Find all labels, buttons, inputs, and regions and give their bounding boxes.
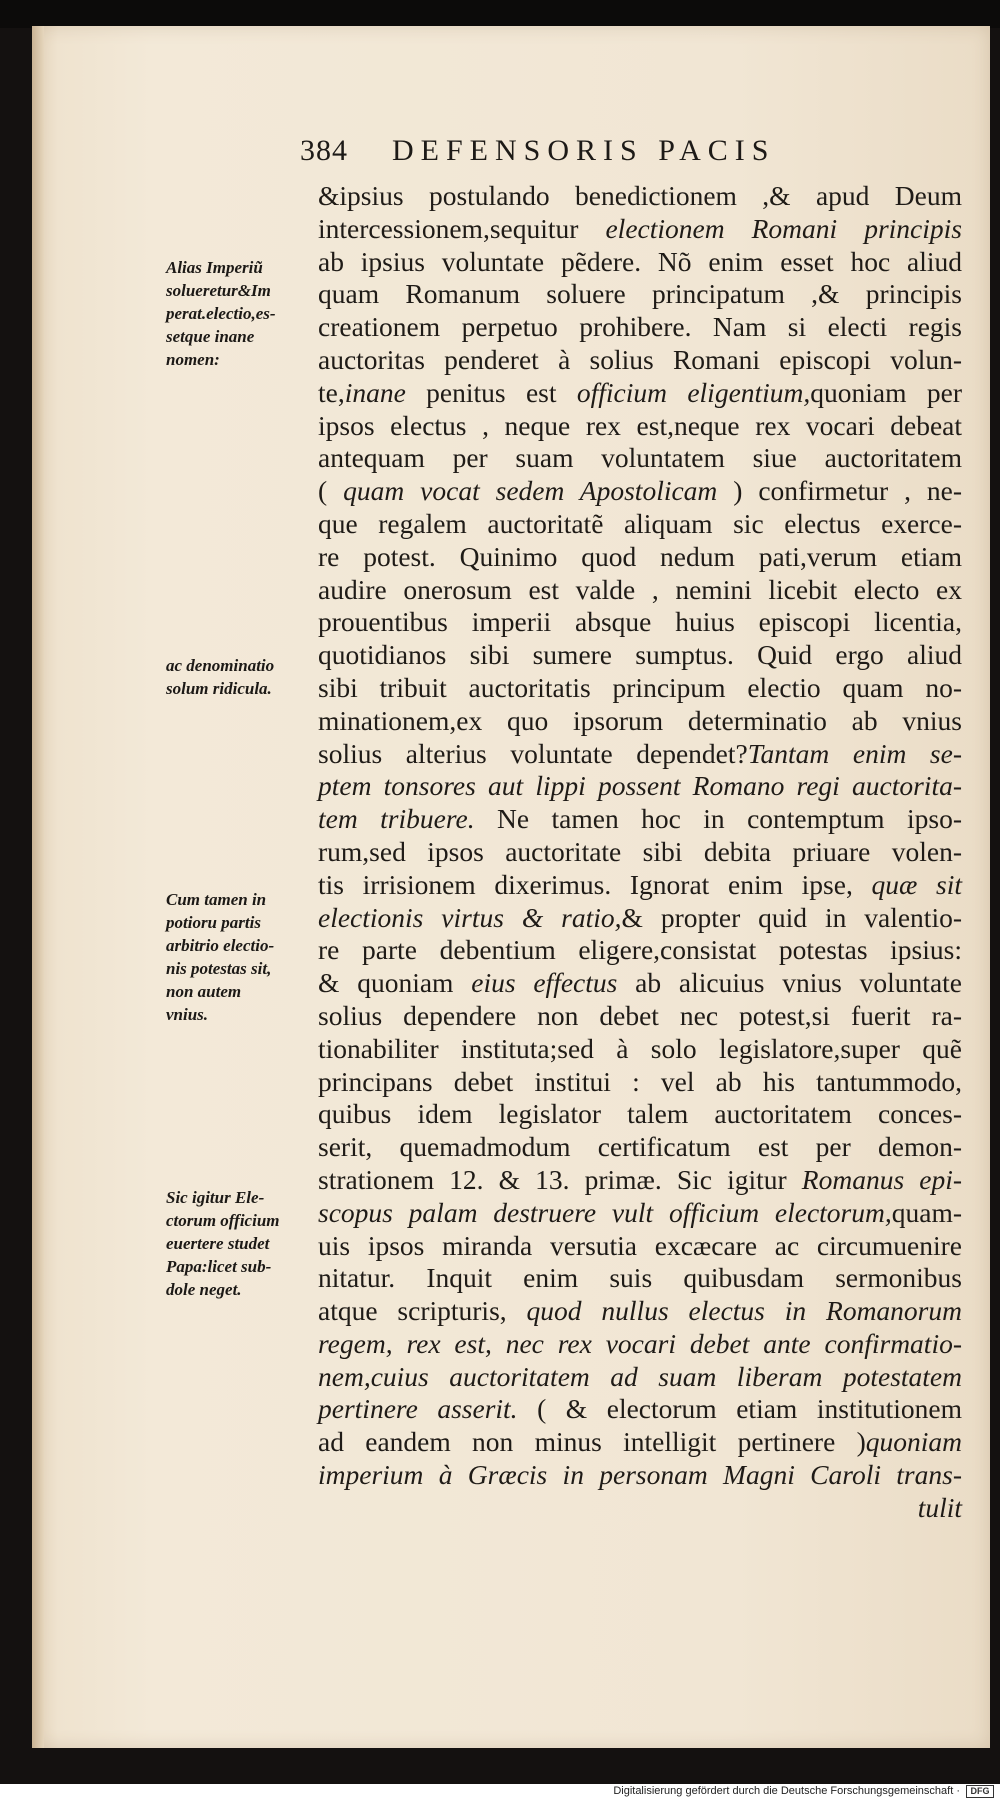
text-run: antequam per suam voluntatem siue auctoritatem bbox=[318, 442, 962, 474]
text-line bbox=[318, 902, 962, 935]
text-run: audire onerosum est valde , nemini licebit electo ex bbox=[318, 573, 962, 605]
text-line bbox=[318, 1393, 962, 1426]
text-run: prouentibus imperii absque huius episcopi licentia, bbox=[318, 606, 962, 638]
text-line bbox=[318, 1164, 962, 1197]
text-line bbox=[318, 1295, 962, 1328]
text-run: tionabiliter instituta;sed à solo legislatore,super quẽ bbox=[318, 1032, 962, 1064]
margin-note-line: perat.electio,es- bbox=[166, 304, 276, 323]
margin-note bbox=[166, 256, 316, 371]
italic-run: eius effectus bbox=[471, 967, 618, 999]
text-line bbox=[318, 869, 962, 902]
text-run: Ne tamen hoc in contemptum ipso- bbox=[474, 803, 962, 835]
text-run: quotidianos sibi sumere sumptus. Quid ergo aliud bbox=[318, 639, 962, 671]
text-line bbox=[318, 1131, 962, 1164]
text-run: & quoniam bbox=[318, 967, 472, 999]
margin-note-line: Papa:licet sub- bbox=[166, 1257, 272, 1276]
margin-note-line: vnius. bbox=[166, 1005, 209, 1024]
italic-run: regem, rex est, nec rex vocari debet ante confirmatio- bbox=[318, 1327, 962, 1359]
text-line bbox=[318, 410, 962, 443]
text-line bbox=[318, 738, 962, 771]
italic-run: quod nullus electus in Romanorum bbox=[526, 1295, 962, 1327]
italic-run: quæ sit bbox=[871, 868, 962, 900]
text-line bbox=[318, 1197, 962, 1230]
margin-note-line: dole neget. bbox=[166, 1280, 242, 1299]
text-line bbox=[318, 311, 962, 344]
text-line bbox=[318, 836, 962, 869]
text-run: ab ipsius voluntate pẽdere. Nõ enim esset hoc aliud bbox=[318, 245, 962, 277]
text-run: nitatur. Inquit enim suis quibusdam sermonibus bbox=[318, 1262, 962, 1294]
page-number: 384 bbox=[300, 134, 348, 167]
text-run: rum,sed ipsos auctoritate sibi debita priuare volen- bbox=[318, 835, 962, 867]
text-run: & propter quid in valentio- bbox=[621, 901, 962, 933]
text-line bbox=[318, 1426, 962, 1459]
margin-note-line: nis potestas sit, bbox=[166, 959, 272, 978]
text-line bbox=[318, 1361, 962, 1394]
text-line bbox=[318, 1492, 962, 1525]
italic-run: quam vocat sedem Apostolicam bbox=[343, 475, 718, 507]
text-line bbox=[318, 541, 962, 574]
text-line bbox=[318, 278, 962, 311]
text-run: penitus est bbox=[405, 376, 577, 408]
text-line bbox=[318, 705, 962, 738]
text-run: principans debet institui : vel ab his tantummodo, bbox=[318, 1065, 962, 1097]
text-run: intercessionem,sequitur bbox=[318, 212, 606, 244]
text-line bbox=[318, 1098, 962, 1131]
italic-run: tem tribuere. bbox=[318, 803, 475, 835]
text-run: strationem 12. & 13. primæ. Sic igitur bbox=[318, 1163, 802, 1195]
italic-run: electionis virtus & ratio, bbox=[318, 901, 622, 933]
text-line bbox=[318, 377, 962, 410]
text-line bbox=[318, 344, 962, 377]
text-run: auctoritas penderet à solius Romani episcopi volun- bbox=[318, 343, 962, 375]
text-run: ab alicuius vnius voluntate bbox=[617, 967, 962, 999]
text-line bbox=[318, 934, 962, 967]
margin-note-line: euertere studet bbox=[166, 1234, 270, 1253]
running-title: DEFENSORIS PACIS bbox=[392, 134, 776, 167]
text-run: tis irrisionem dixerimus. Ignorat enim ipse, bbox=[318, 868, 872, 900]
italic-run: ptem tonsores aut lippi possent Romano regi auctorita- bbox=[318, 770, 962, 802]
text-line bbox=[318, 770, 962, 803]
italic-run: nem,cuius auctoritatem ad suam liberam potestatem bbox=[318, 1360, 962, 1392]
italic-run: tulit bbox=[917, 1491, 962, 1523]
text-line bbox=[318, 508, 962, 541]
text-run: solius alterius voluntate dependet? bbox=[318, 737, 748, 769]
italic-run: quoniam bbox=[865, 1426, 962, 1458]
text-line bbox=[318, 639, 962, 672]
text-run: ) confirmetur , ne- bbox=[717, 475, 962, 507]
italic-run: pertinere asserit. bbox=[318, 1393, 518, 1425]
margin-note-line: ctorum officium bbox=[166, 1211, 280, 1230]
text-run: quoniam per bbox=[810, 376, 962, 408]
italic-run: electionem Romani principis bbox=[605, 212, 962, 244]
text-line bbox=[318, 1262, 962, 1295]
text-run: quam Romanum soluere principatum ,& principis bbox=[318, 278, 962, 310]
text-run: re potest. Quinimo quod nedum pati,verum etiam bbox=[318, 540, 962, 572]
text-run: sibi tribuit auctoritatis principum electio quam no- bbox=[318, 671, 962, 703]
text-run: ad eandem non minus intelligit pertinere ) bbox=[318, 1426, 866, 1458]
text-line bbox=[318, 1066, 962, 1099]
text-run: creationem perpetuo prohibere. Nam si electi regis bbox=[318, 311, 962, 343]
text-run: te, bbox=[318, 376, 345, 408]
margin-note-line: solum ridicula. bbox=[166, 679, 272, 698]
text-line bbox=[318, 1000, 962, 1033]
margin-note-line: nomen: bbox=[166, 350, 220, 369]
italic-run: imperium à Græcis in personam Magni Caroli trans- bbox=[318, 1459, 962, 1491]
text-run: ( bbox=[318, 475, 344, 507]
text-line bbox=[318, 213, 962, 246]
text-line bbox=[318, 442, 962, 475]
italic-run: Romanus epi- bbox=[801, 1163, 962, 1195]
margin-note-line: setque inane bbox=[166, 327, 255, 346]
italic-run: scopus palam destruere vult officium electorum, bbox=[318, 1196, 892, 1228]
text-run: minationem,ex quo ipsorum determinatio ab vnius bbox=[318, 704, 962, 736]
text-line bbox=[318, 1033, 962, 1066]
text-run: ( & electorum etiam institutionem bbox=[517, 1393, 962, 1425]
text-line bbox=[318, 574, 962, 607]
margin-note-line: Alias Imperiũ bbox=[166, 258, 263, 277]
margin-note-line: ac denominatio bbox=[166, 656, 275, 675]
page-header bbox=[300, 134, 890, 174]
scan-frame bbox=[0, 0, 1000, 28]
text-run: quam- bbox=[891, 1196, 962, 1228]
margin-note-line: Sic igitur Ele- bbox=[166, 1188, 265, 1207]
page-edge bbox=[32, 26, 44, 1748]
text-run: que regalem auctoritatẽ aliquam sic electus exerce- bbox=[318, 507, 962, 539]
funding-credit: Digitalisierung gefördert durch die Deutsche Forschungsgemeinschaft · bbox=[613, 1785, 960, 1797]
margin-note bbox=[166, 1186, 316, 1301]
main-text-block bbox=[318, 180, 962, 1525]
digitization-footer bbox=[0, 1784, 1000, 1800]
text-line bbox=[318, 475, 962, 508]
margin-note-line: non autem bbox=[166, 982, 242, 1001]
text-line bbox=[318, 180, 962, 213]
text-line bbox=[318, 967, 962, 1000]
italic-run: Tantam enim se- bbox=[747, 737, 962, 769]
text-line bbox=[318, 246, 962, 279]
margin-note-line: Cum tamen in bbox=[166, 890, 267, 909]
text-run: ipsos electus , neque rex est,neque rex vocari debeat bbox=[318, 409, 962, 441]
text-line bbox=[318, 1328, 962, 1361]
text-run: &ipsius postulando benedictionem ,& apud Deum bbox=[318, 180, 962, 211]
text-run: re parte debentium eligere,consistat potestas ipsius: bbox=[318, 934, 962, 966]
text-line bbox=[318, 606, 962, 639]
text-run: quibus idem legislator talem auctoritatem conces- bbox=[318, 1098, 962, 1130]
text-run: serit, quemadmodum certificatum est per demon- bbox=[318, 1131, 962, 1163]
margin-note-line: potioru partis bbox=[166, 913, 261, 932]
text-line bbox=[318, 803, 962, 836]
italic-run: officium eligentium, bbox=[576, 376, 811, 408]
dfg-logo: DFG bbox=[966, 1785, 994, 1798]
margin-note-line: arbitrio electio- bbox=[166, 936, 275, 955]
text-line bbox=[318, 1230, 962, 1263]
text-run: uis ipsos miranda versutia excæcare ac circumuenire bbox=[318, 1229, 962, 1261]
text-run: atque scripturis, bbox=[318, 1295, 527, 1327]
text-line bbox=[318, 672, 962, 705]
margin-note-line: solueretur&Im bbox=[166, 281, 271, 300]
margin-note bbox=[166, 654, 316, 700]
text-line bbox=[318, 1459, 962, 1492]
text-run: solius dependere non debet nec potest,si fuerit ra- bbox=[318, 999, 962, 1031]
margin-note bbox=[166, 888, 316, 1026]
italic-run: inane bbox=[344, 376, 406, 408]
